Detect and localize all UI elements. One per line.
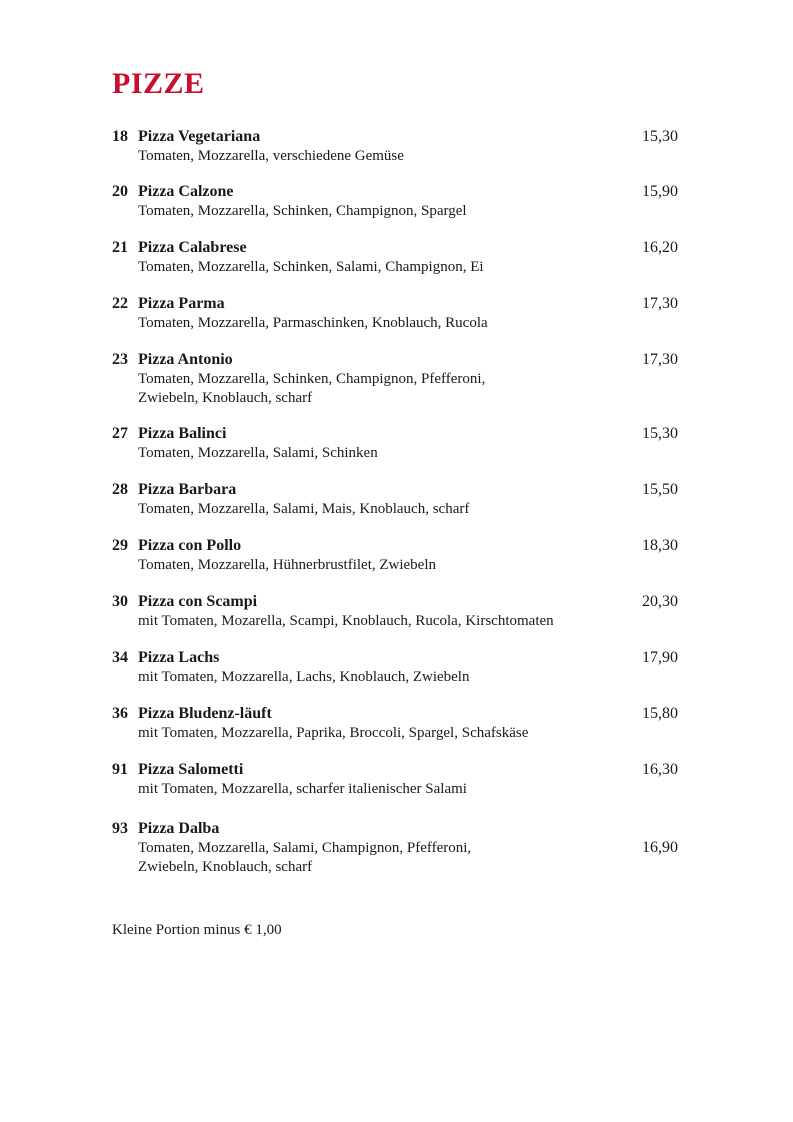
item-number: 28 xyxy=(112,481,128,498)
item-price: 18,30 xyxy=(642,537,678,554)
item-name: Pizza Bludenz-läuft xyxy=(138,705,272,722)
item-name: Pizza Salometti xyxy=(138,761,244,778)
item-description xyxy=(138,780,628,799)
description-line: Tomaten, Mozzarella, Hühnerbrustfilet, Zwiebeln xyxy=(138,557,437,573)
item-price: 15,30 xyxy=(642,425,678,442)
menu-item-27 xyxy=(112,424,678,463)
description-line: Tomaten, Mozzarella, Schinken, Salami, Champignon, Ei xyxy=(138,259,484,275)
item-description xyxy=(138,314,628,333)
description-line: Tomaten, Mozzarella, Parmaschinken, Knoblauch, Rucola xyxy=(138,315,488,331)
menu-item-20 xyxy=(112,182,678,221)
item-number: 30 xyxy=(112,593,128,610)
description-line: Tomaten, Mozzarella, verschiedene Gemüse xyxy=(138,148,404,164)
page-title: PIZZE xyxy=(112,67,205,100)
item-description xyxy=(138,668,628,687)
item-name: Pizza Calabrese xyxy=(138,239,247,256)
portion-note: Kleine Portion minus € 1,00 xyxy=(112,922,282,938)
description-line: mit Tomaten, Mozzarella, Paprika, Broccoli, Spargel, Schafskäse xyxy=(138,725,529,741)
item-description xyxy=(138,724,628,743)
description-line: Tomaten, Mozzarella, Schinken, Champignon, Spargel xyxy=(138,203,467,219)
menu-item-30 xyxy=(112,592,678,631)
description-line: Zwiebeln, Knoblauch, scharf xyxy=(138,390,313,406)
item-number: 36 xyxy=(112,705,128,722)
item-number: 23 xyxy=(112,351,128,368)
menu-item-29 xyxy=(112,536,678,575)
item-price: 15,80 xyxy=(642,705,678,722)
item-name: Pizza Calzone xyxy=(138,183,234,200)
item-price: 16,20 xyxy=(642,239,678,256)
description-line: mit Tomaten, Mozzarella, Lachs, Knoblauch, Zwiebeln xyxy=(138,669,470,685)
item-description xyxy=(138,444,628,463)
menu-item-21 xyxy=(112,238,678,277)
item-number: 93 xyxy=(112,820,128,837)
item-number: 21 xyxy=(112,239,128,256)
item-number: 18 xyxy=(112,128,128,145)
item-name: Pizza Lachs xyxy=(138,649,220,666)
item-name: Pizza Parma xyxy=(138,295,225,312)
item-number: 91 xyxy=(112,761,128,778)
description-line: mit Tomaten, Mozarella, Scampi, Knoblauch, Rucola, Kirschtomaten xyxy=(138,613,554,629)
item-name: Pizza Dalba xyxy=(138,820,220,837)
item-number: 29 xyxy=(112,537,128,554)
item-price: 15,50 xyxy=(642,481,678,498)
item-price: 17,30 xyxy=(642,351,678,368)
item-description xyxy=(138,612,628,631)
item-price: 17,90 xyxy=(642,649,678,666)
description-line: Zwiebeln, Knoblauch, scharf xyxy=(138,859,313,875)
menu-item-91 xyxy=(112,760,678,799)
item-name: Pizza Antonio xyxy=(138,351,233,368)
item-price: 17,30 xyxy=(642,295,678,312)
item-price: 16,30 xyxy=(642,761,678,778)
item-price: 15,30 xyxy=(642,128,678,145)
item-description xyxy=(138,556,628,575)
item-description xyxy=(138,839,628,877)
item-description xyxy=(138,500,628,519)
menu-item-22 xyxy=(112,294,678,333)
item-number: 34 xyxy=(112,649,128,666)
item-description xyxy=(138,370,628,408)
description-line: Tomaten, Mozzarella, Salami, Mais, Knoblauch, scharf xyxy=(138,501,470,517)
item-price: 20,30 xyxy=(642,593,678,610)
description-line: Tomaten, Mozzarella, Salami, Schinken xyxy=(138,445,378,461)
menu-item-28 xyxy=(112,480,678,519)
menu-item-18 xyxy=(112,127,678,166)
item-name: Pizza Barbara xyxy=(138,481,237,498)
item-price: 16,90 xyxy=(642,839,678,856)
item-price: 15,90 xyxy=(642,183,678,200)
item-number: 22 xyxy=(112,295,128,312)
item-number: 27 xyxy=(112,425,128,442)
menu-item-36 xyxy=(112,704,678,743)
item-name: Pizza Balinci xyxy=(138,425,227,442)
description-line: mit Tomaten, Mozzarella, scharfer italienischer Salami xyxy=(138,781,467,797)
menu-item-23 xyxy=(112,350,678,408)
description-line: Tomaten, Mozzarella, Schinken, Champignon, Pfefferoni, xyxy=(138,371,486,387)
menu-item-93 xyxy=(112,819,678,877)
item-name: Pizza con Scampi xyxy=(138,593,258,610)
description-line: Tomaten, Mozzarella, Salami, Champignon, Pfefferoni, xyxy=(138,840,472,856)
item-description xyxy=(138,147,628,166)
item-description xyxy=(138,202,628,221)
item-name: Pizza con Pollo xyxy=(138,537,242,554)
item-number: 20 xyxy=(112,183,128,200)
item-name: Pizza Vegetariana xyxy=(138,128,261,145)
menu-item-34 xyxy=(112,648,678,687)
item-description xyxy=(138,258,628,277)
